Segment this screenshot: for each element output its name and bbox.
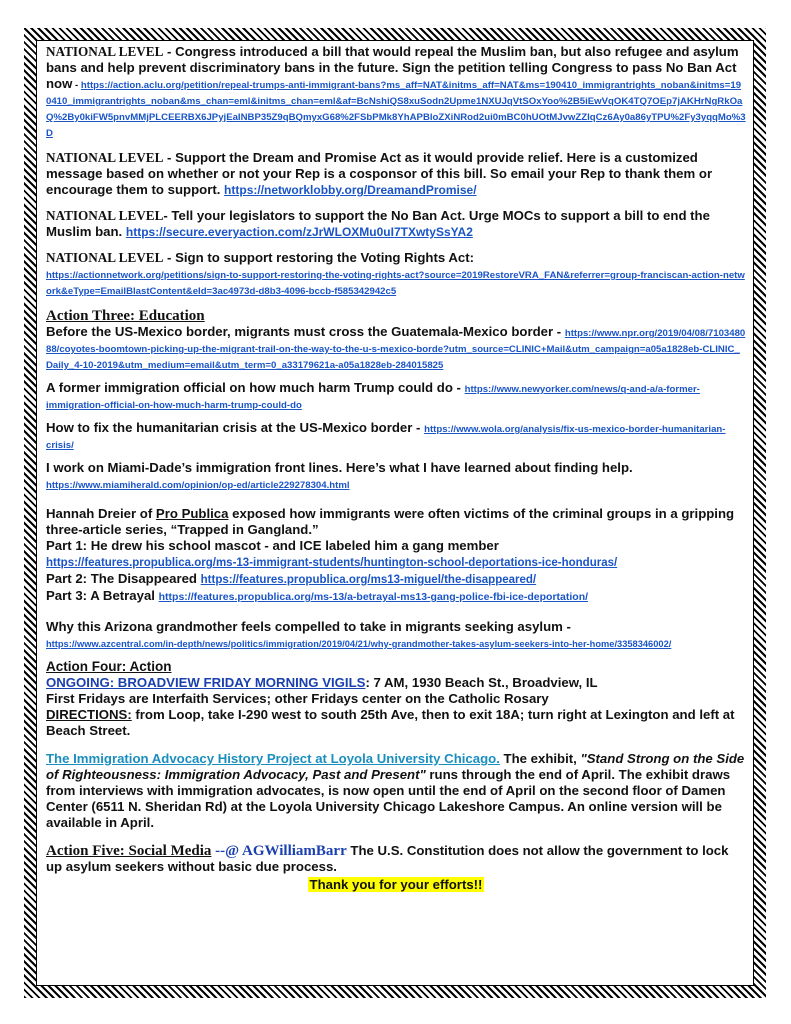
pro-publica-name: Pro Publica	[155, 506, 229, 521]
propublica-series: Hannah Dreier of Pro Publica exposed how immigrants were often victims of the criminal groups in a gripping three-article series, “Trapped in Gangland.” Part 1: He drew his school mascot - and ICE labeled him a gang member https://features.propublica.org/ms-13-immigrant-students/huntington-school-deportations-ice-honduras/ Part 2: The Disappeared https://features.propublica.org/ms13-miguel/the-disappeared/ Part 3: A Betrayal https://features.propublica.org/ms-13/a-betrayal-ms13-gang-police-fbi-ice-deportation/	[46, 506, 735, 603]
national-level-label: NATIONAL LEVEL	[46, 250, 164, 265]
education-item-4: I work on Miami-Dade’s immigration front lines. Here’s what I have learned about finding help. https://www.miamiherald.com/opinion/op-ed/article229278304.html	[46, 460, 633, 491]
education-item-3: How to fix the humanitarian crisis at the US-Mexico border - https://www.wola.org/analysis/fix-us-mexico-border-humanitarian-crisis/	[46, 420, 726, 451]
national-level-label: NATIONAL LEVEL	[46, 150, 164, 165]
broadview-vigils: ONGOING: BROADVIEW FRIDAY MORNING VIGILS: 7 AM, 1930 Beach St., Broadview, IL First Fridays are Interfaith Services; other Fridays center on the Catholic Rosary DIRECTIONS: from Loop, take I-290 west to south 25th Ave, then to exit 18A; turn right at Lexington and left at Beach Street.	[46, 675, 735, 738]
national-level-label: NATIONAL LEVEL	[46, 208, 164, 223]
action-four-heading: Action Four: Action	[46, 659, 172, 674]
national-level-dream-promise: NATIONAL LEVEL - Support the Dream and Promise Act as it would provide relief. Here is a customized message based on whether or not your Rep is a cosponsor of this bill. So email your Rep to thank them or encourage them to support. https://networklobby.org/DreamandPromise/	[46, 150, 713, 197]
twitter-handle: --@ AGWilliamBarr	[211, 843, 347, 859]
wola-link[interactable]: https://www.wola.org/analysis/fix-us-mexico-border-humanitarian-crisis/	[46, 424, 726, 451]
new-yorker-link[interactable]: https://www.newyorker.com/news/q-and-a/a-former-immigration-official-on-how-much-harm-trump-could-do	[46, 384, 700, 411]
national-level-voting-rights: NATIONAL LEVEL - Sign to support restoring the Voting Rights Act: https://actionnetwork.org/petitions/sign-to-support-restoring-the-voting-rights-act?source=2019RestoreVRA_FAN&referrer=group-franciscan-action-network&eType=EmailBlastContent&eId=3ac4973d-d8b3-4096-bccb-f585342942c5	[46, 250, 745, 297]
education-item-1: Before the US-Mexico border, migrants must cross the Guatemala-Mexico border - https://www.npr.org/2019/04/08/710348088/coyotes-boomtown-picking-up-the-migrant-trail-on-the-way-to-the-u-s-mexico-borde?utm_source=CLINIC+Mail&utm_campaign=a05a1828eb-CLINIC_Daily_4-10-2019&utm_medium=email&utm_term=0_a33179621a-a05a1828eb-284015825	[46, 324, 746, 371]
everyaction-link[interactable]: https://secure.everyaction.com/zJrWLOXMu0uI7TXwtySsYA2	[125, 225, 473, 239]
aclu-petition-link[interactable]: https://action.aclu.org/petition/repeal-trumps-anti-immigrant-bans?ms_aff=NAT&initms_aff=NAT&ms=190410_immigrantrights_noban&initms=190410_immigrantrights_noban&ms_chan=eml&initms_chan=eml&af=BcNshiQS8xuSodn2Upme1NXUJqVtSOxYoo%2B5iEwVqOK4TQ7OEp7jAKHrNgRkOaQ%2By0kiFW5pnvMMjPLCEERBX6JPyjEaINBP35Z9qBQmyxG68%2FSbPMk8YhAPBloZXiNRod2ui0mBC0hUOtMJvwZZIqCz6Ay0a86yTPU%2Fy3yqqMo%3D	[46, 80, 746, 139]
action-five-heading: Action Five: Social Media	[46, 843, 212, 859]
action-five-social-media: Action Five: Social Media --@ AGWilliamBarr The U.S. Constitution does not allow the government to lock up asylum seekers without basic due process.	[46, 843, 729, 874]
education-item-2: A former immigration official on how much harm Trump could do - https://www.newyorker.com/news/q-and-a/a-former-immigration-official-on-how-much-harm-trump-could-do	[46, 380, 700, 411]
network-lobby-link[interactable]: https://networklobby.org/DreamandPromise/	[224, 183, 477, 197]
arizona-grandmother: Why this Arizona grandmother feels compelled to take in migrants seeking asylum - https://www.azcentral.com/in-depth/news/politics/immigration/2019/04/21/why-grandmother-takes-asylum-seekers-into-her-home/3358346002/	[46, 619, 672, 649]
national-level-no-ban-act: NATIONAL LEVEL- Tell your legislators to support the No Ban Act. Urge MOCs to support a bill to end the Muslim ban. https://secure.everyaction.com/zJrWLOXMu0uI7TXwtySsYA2	[46, 208, 710, 239]
loyola-exhibit: The Immigration Advocacy History Project at Loyola University Chicago. The exhibit, "Stand Strong on the Side of Righteousness: Immigration Advocacy, Past and Present" runs through the end of April. The exhibit draws from interviews with immigration advocates, is now open until the end of April on the second floor of Damen Center (6511 N. Sheridan Rd) at the Loyola University Chicago Lakeshore Campus. An online version will be available in April.	[46, 751, 745, 830]
action-three-heading: Action Three: Education	[46, 308, 205, 324]
document-body	[46, 44, 746, 893]
action-network-link[interactable]: https://actionnetwork.org/petitions/sign-to-support-restoring-the-voting-rights-act?source=2019RestoreVRA_FAN&referrer=group-franciscan-action-network&eType=EmailBlastContent&eId=3ac4973d-d8b3-4096-bccb-f585342942c5	[46, 270, 745, 297]
broadview-vigils-link[interactable]: ONGOING: BROADVIEW FRIDAY MORNING VIGILS	[46, 675, 366, 690]
national-level-no-ban-petition: NATIONAL LEVEL - Congress introduced a bill that would repeal the Muslim ban, but also refugee and asylum bans and help prevent discriminatory bans in the future. Sign the petition telling Congress to pass No Ban Act now - https://action.aclu.org/petition/repeal-trumps-anti-immigrant-bans?ms_aff=NAT&initms_aff=NAT&ms=190410_immigrantrights_noban&initms=190410_immigrantrights_noban&ms_chan=eml&initms_chan=eml&af=BcNshiQS8xuSodn2Upme1NXUJqVtSOxYoo%2B5iEwVqOK4TQ7OEp7jAKHrNgRkOaQ%2By0kiFW5pnvMMjPLCEERBX6JPyjEaINBP35Z9qBQmyxG68%2FSbPMk8YhAPBloZXiNRod2ui0mBC0hUOtMJvwZZIqCz6Ay0a86yTPU%2Fy3yqqMo%3D	[46, 44, 746, 139]
thanks-line	[46, 877, 746, 893]
propublica-part1-link[interactable]: https://features.propublica.org/ms-13-immigrant-students/huntington-school-deportations-ice-honduras/	[46, 557, 618, 569]
azcentral-link[interactable]: https://www.azcentral.com/in-depth/news/politics/immigration/2019/04/21/why-grandmother-takes-asylum-seekers-into-her-home/3358346002/	[46, 639, 672, 649]
miami-herald-link[interactable]: https://www.miamiherald.com/opinion/op-ed/article229278304.html	[46, 480, 350, 491]
propublica-part2-link[interactable]: https://features.propublica.org/ms13-miguel/the-disappeared/	[200, 574, 537, 586]
propublica-part3-link[interactable]: https://features.propublica.org/ms-13/a-betrayal-ms13-gang-police-fbi-ice-deportation/	[158, 591, 589, 603]
npr-link[interactable]: https://www.npr.org/2019/04/08/710348088/coyotes-boomtown-picking-up-the-migrant-trail-on-the-way-to-the-u-s-mexico-borde?utm_source=CLINIC+Mail&utm_campaign=a05a1828eb-CLINIC_Daily_4-10-2019&utm_medium=email&utm_term=0_a33179621a-a05a1828eb-284015825	[46, 328, 746, 371]
immigration-history-project-link[interactable]: The Immigration Advocacy History Project at Loyola University Chicago.	[46, 751, 500, 766]
thank-you-highlight: Thank you for your efforts!!	[309, 877, 483, 892]
directions-label: DIRECTIONS:	[46, 707, 132, 722]
national-level-label: NATIONAL LEVEL	[46, 44, 164, 59]
